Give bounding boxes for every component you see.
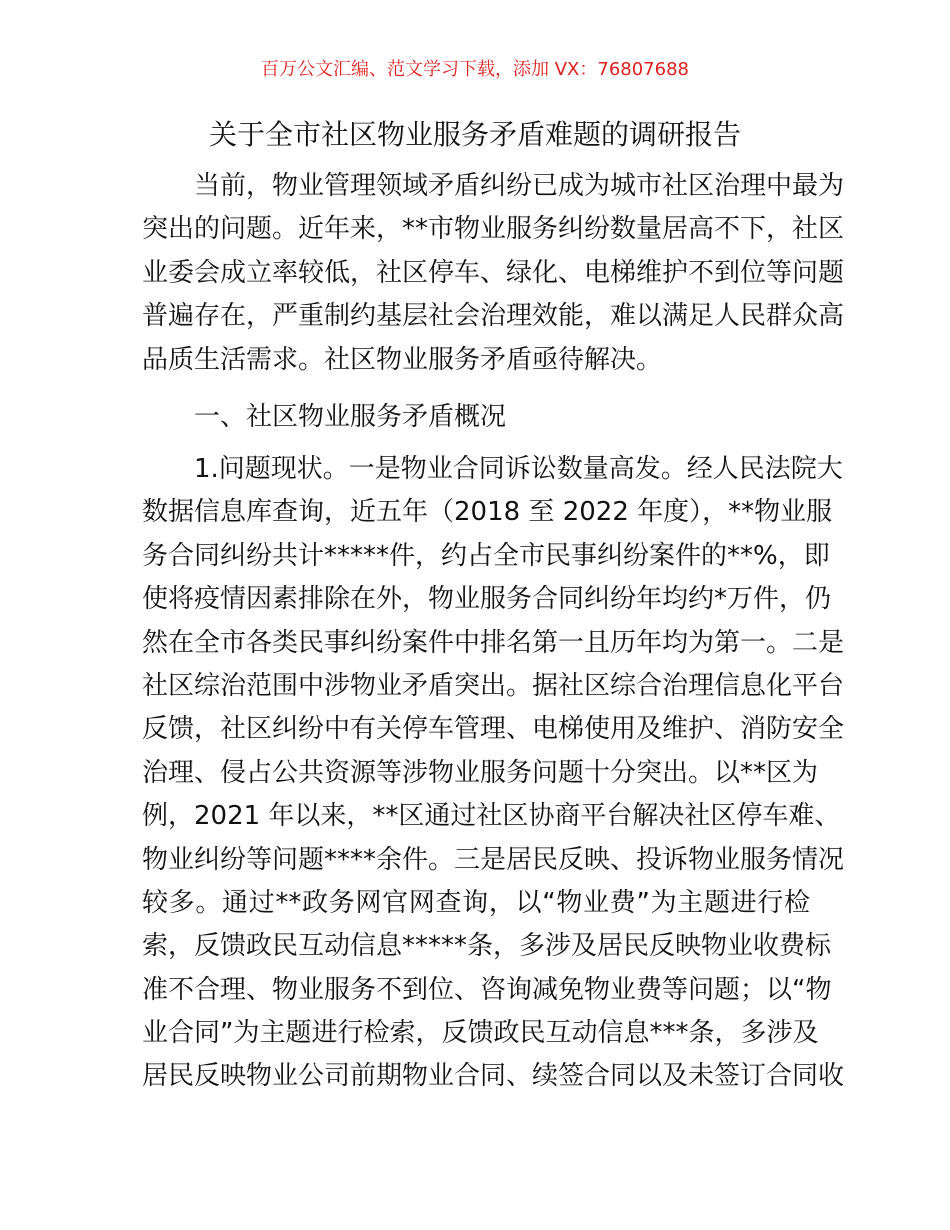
text-line: 业委会成立率较低，社区停车、绿化、电梯维护不到位等问题 <box>142 257 845 288</box>
text-line: 反馈，社区纠纷中有关停车管理、电梯使用及维护、消防安全 <box>142 714 845 745</box>
text-line: 索，反馈政民互动信息*****条，多涉及居民反映物业收费标 <box>142 931 832 962</box>
text-line: 数据信息库查询，近五年（2018 至 2022 年度），**物业服 <box>142 497 833 528</box>
text-line: 1.问题现状。一是物业合同诉讼数量高发。经人民法院大 <box>194 454 843 484</box>
paragraph-status <box>142 448 845 1099</box>
text-line: 当前，物业管理领域矛盾纠纷已成为城市社区治理中最为 <box>194 171 845 201</box>
text-line: 准不合理、物业服务不到位、咨询减免物业费等问题；以“物 <box>142 974 832 1005</box>
document-title: 关于全市社区物业服务矛盾难题的调研报告 <box>208 118 741 151</box>
section-heading <box>142 396 810 439</box>
text-line: 使将疫情因素排除在外，物业服务合同纠纷年均约*万件，仍 <box>142 584 832 615</box>
text-line: 治理、侵占公共资源等涉物业服务问题十分突出。以**区为 <box>142 757 819 788</box>
heading-text: 一、社区物业服务矛盾概况 <box>194 402 507 432</box>
text-line: 物业纠纷等问题****余件。三是居民反映、投诉物业服务情况 <box>142 844 845 875</box>
text-line: 较多。通过**政务网官网查询，以“物业费”为主题进行检 <box>142 887 810 918</box>
text-line: 居民反映物业公司前期物业合同、续签合同以及未签订合同收 <box>142 1061 845 1092</box>
paragraph-intro <box>142 165 845 382</box>
text-line: 突出的问题。近年来，**市物业服务纠纷数量居高不下，社区 <box>142 214 845 245</box>
text-line: 社区综治范围中涉物业矛盾突出。据社区综合治理信息化平台 <box>142 670 845 701</box>
text-line: 例，2021 年以来，**区通过社区协商平台解决社区停车难、 <box>142 801 841 832</box>
text-line: 务合同纠纷共计*****件，约占全市民事纠纷案件的**%，即 <box>142 540 830 571</box>
text-line: 品质生活需求。社区物业服务矛盾亟待解决。 <box>142 344 663 375</box>
text-line: 然在全市各类民事纠纷案件中排名第一且历年均为第一。二是 <box>142 627 845 658</box>
text-line: 普遍存在，严重制约基层社会治理效能，难以满足人民群众高 <box>142 301 845 332</box>
watermark-banner: 百万公文汇编、范文学习下载，添加 VX：76807688 <box>261 59 689 80</box>
text-line: 业合同”为主题进行检索，反馈政民互动信息***条，多涉及 <box>142 1018 819 1049</box>
